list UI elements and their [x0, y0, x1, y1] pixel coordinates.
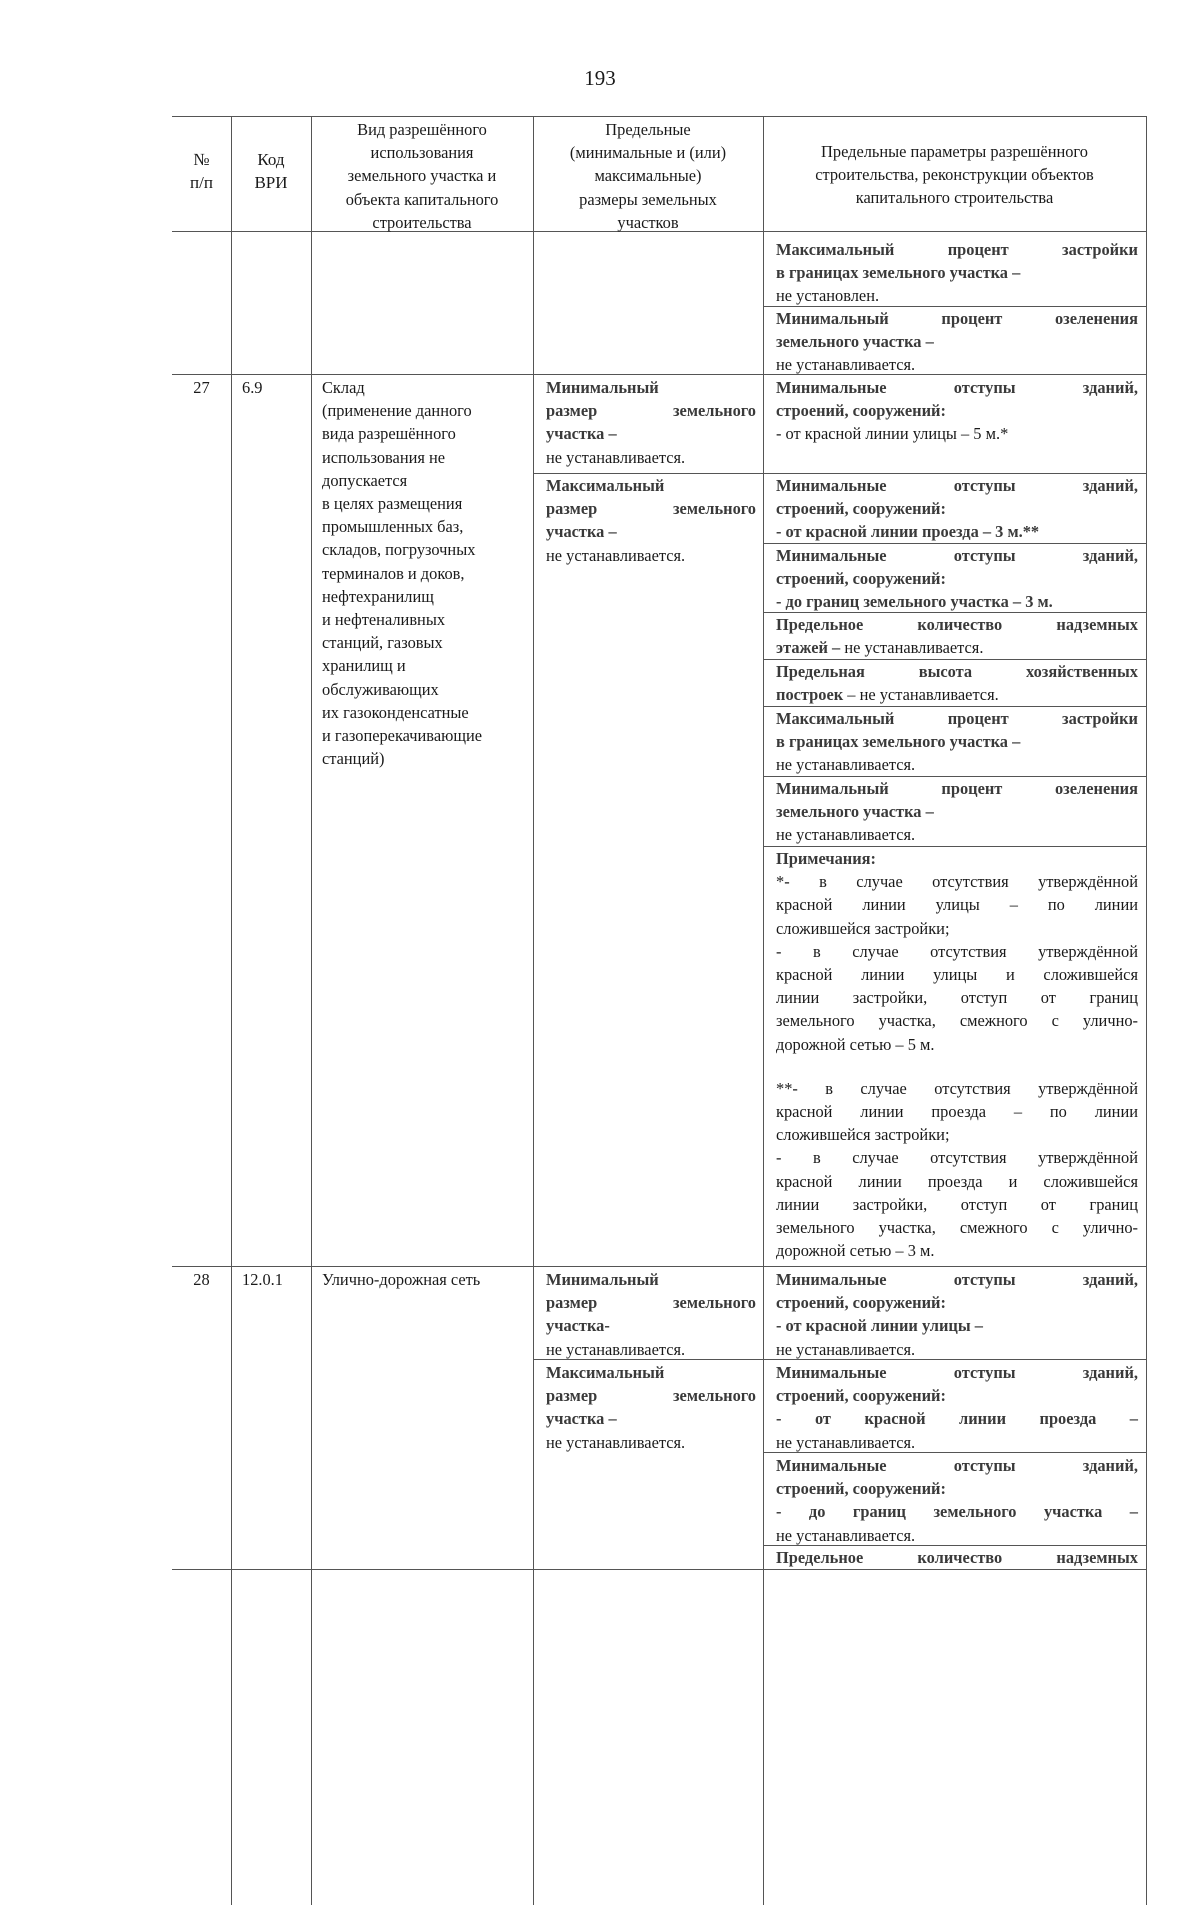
row27-size-max: Максимальный размер земельного участка – не устанавливается. [546, 476, 756, 565]
header-num: № п/п [190, 150, 213, 193]
row27-floors: Предельное количество надземных этажей – не устанавливается. [776, 615, 1138, 658]
row28-num: 28 [193, 1270, 210, 1289]
row28-setback-drive: Минимальные отступы зданий, строений, сооружений: - от красной линии проезда – не устанавливается. [776, 1363, 1138, 1452]
row27-use: Склад (применение данного вида разрешённого использования не допускается в целях размещения промышленных баз, складов, погрузочных терминалов и доков, нефтехранилищ и нефтеналивных станций, газовых хранилищ и обслуживающих их газоконденсатные и газоперекачивающие станций) [322, 378, 483, 769]
header-params: Предельные параметры разрешённого строительства, реконструкции объектов капитального строительства [815, 142, 1094, 208]
header-code: Код ВРИ [254, 150, 288, 193]
row27-setback-border: Минимальные отступы зданий, строений, сооружений: - до границ земельного участка – 3 м. [776, 546, 1138, 612]
row27-size-min: Минимальный размер земельного участка – не устанавливается. [546, 378, 756, 467]
row27-green-percent: Минимальный процент озеленения земельного участка – не устанавливается. [776, 779, 1138, 845]
page-number: 193 [584, 66, 616, 90]
header-use: Вид разрешённого использования земельного участка и объекта капитального строительства [345, 120, 499, 232]
header-size: Предельные (минимальные и (или) максимальные) размеры земельных участков [569, 120, 727, 232]
cont-green-percent: Минимальный процент озеленения земельного участка – не устанавливается. [776, 309, 1138, 375]
row28-floors: Предельное количество надземных [776, 1548, 1138, 1567]
row27-notes: Примечания: *- в случае отсутствия утверждённой красной линии улицы – по линии сложившейся застройки; - в случае отсутствия утверждённой красной линии улицы и сложившейся линии застройки, отступ от границ земельного участка, смежного с улично- дорожной сетью – 5 м. **- в случае отсутствия утверждённой красной линии проезда – по линии сложившейся застройки; - в случае отсутствия утверждённой красной линии проезда и сложившейся линии застройки, отступ от границ земельного участка, смежного с улично- дорожной сетью – 3 м. [776, 849, 1138, 1261]
row27-outbuilding-height: Предельная высота хозяйственных построек – не устанавливается. [776, 662, 1138, 705]
row28-setback-street: Минимальные отступы зданий, строений, сооружений: - от красной линии улицы – не устанавливается. [776, 1270, 1138, 1359]
row27-setback-street: Минимальные отступы зданий, строений, сооружений: - от красной линии улицы – 5 м.* [776, 378, 1138, 444]
row27-setback-drive: Минимальные отступы зданий, строений, сооружений: - от красной линии проезда – 3 м.** [776, 476, 1138, 542]
cont-build-percent: Максимальный процент застройки в границах земельного участка – не установлен. [776, 240, 1138, 306]
row28-size-min: Минимальный размер земельного участка- не устанавливается. [546, 1270, 756, 1359]
row27-code: 6.9 [242, 378, 263, 397]
row28-code: 12.0.1 [242, 1270, 283, 1289]
row27-num: 27 [193, 378, 210, 397]
row28-setback-border: Минимальные отступы зданий, строений, сооружений: - до границ земельного участка – не устанавливается. [776, 1456, 1138, 1545]
row28-size-max: Максимальный размер земельного участка – не устанавливается. [546, 1363, 756, 1452]
row27-build-percent: Максимальный процент застройки в границах земельного участка – не устанавливается. [776, 709, 1138, 775]
row28-use: Улично-дорожная сеть [322, 1270, 481, 1289]
